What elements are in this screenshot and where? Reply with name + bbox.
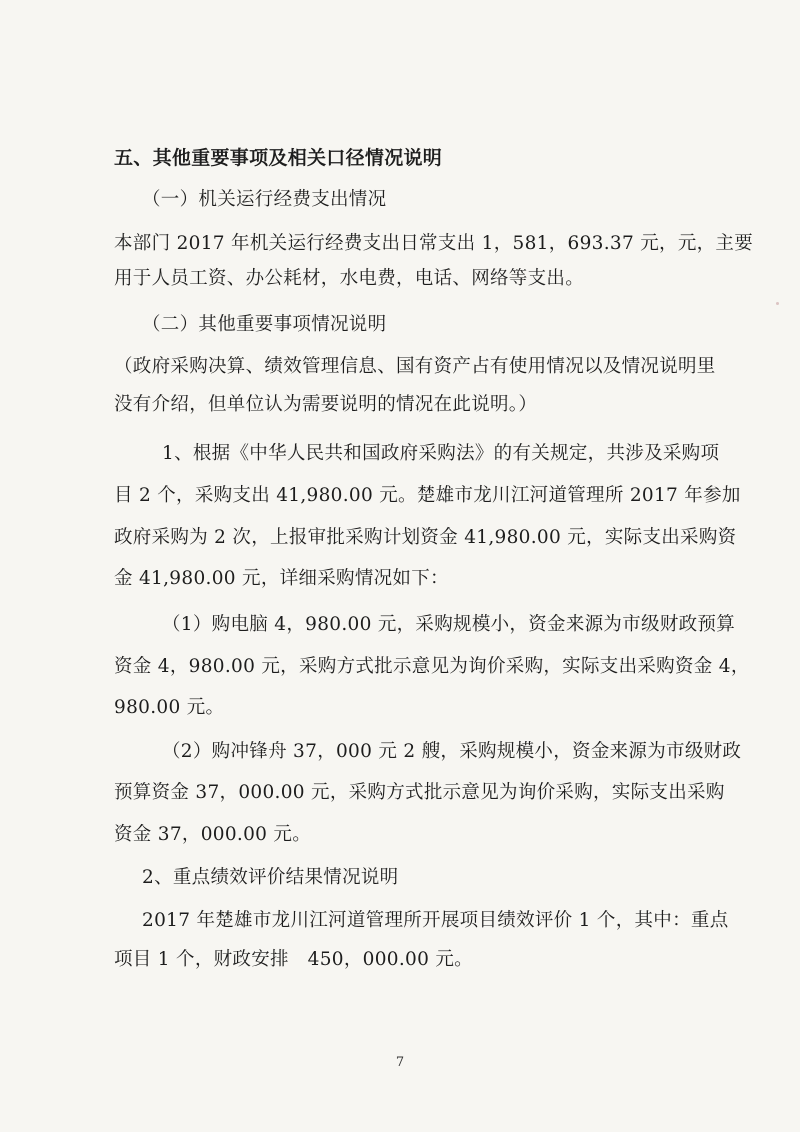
sub-heading-performance: 2、重点绩效评价结果情况说明 — [142, 867, 399, 888]
paragraph-line: 预算资金 37，000.00 元，采购方式批示意见为询价采购，实际支出采购 — [114, 782, 725, 803]
paragraph-line: （政府采购决算、绩效管理信息、国有资产占有使用情况以及情况说明里 — [114, 356, 716, 377]
paragraph-line: （2）购冲锋舟 37，000 元 2 艘，采购规模小，资金来源为市级财政 — [162, 741, 742, 762]
paragraph-line: 政府采购为 2 次，上报审批采购计划资金 41,980.00 元，实际支出采购资 — [114, 527, 737, 548]
section-heading: 五、其他重要事项及相关口径情况说明 — [114, 147, 443, 169]
page-number: 7 — [395, 1055, 405, 1070]
paragraph-line: （1）购电脑 4，980.00 元，采购规模小，资金来源为市级财政预算 — [162, 614, 736, 635]
scan-speck — [776, 302, 779, 305]
paragraph-line: 项目 1 个，财政安排 450，000.00 元。 — [114, 949, 473, 970]
paragraph-line: 没有介绍，但单位认为需要说明的情况在此说明。） — [114, 394, 538, 415]
sub-heading-other-matters: （二）其他重要事项情况说明 — [142, 314, 387, 335]
paragraph-line: 用于人员工资、办公耗材，水电费，电话、网络等支出。 — [114, 268, 585, 289]
paragraph-line: 1、根据《中华人民共和国政府采购法》的有关规定，共涉及采购项 — [162, 443, 720, 464]
paragraph-line: 资金 37，000.00 元。 — [114, 824, 312, 845]
paragraph-line: 本部门 2017 年机关运行经费支出日常支出 1，581，693.37 元，元，主要 — [114, 233, 754, 254]
paragraph-line: 金 41,980.00 元，详细采购情况如下： — [114, 568, 449, 589]
paragraph-line: 980.00 元。 — [114, 697, 225, 718]
sub-heading-operating-expenses: （一）机关运行经费支出情况 — [142, 189, 387, 210]
paragraph-line: 2017 年楚雄市龙川江河道管理所开展项目绩效评价 1 个，其中：重点 — [142, 910, 729, 931]
paragraph-line: 资金 4，980.00 元，采购方式批示意见为询价采购，实际支出采购资金 4， — [114, 656, 750, 677]
paragraph-line: 目 2 个，采购支出 41,980.00 元。楚雄市龙川江河道管理所 2017 年参加 — [114, 485, 741, 506]
